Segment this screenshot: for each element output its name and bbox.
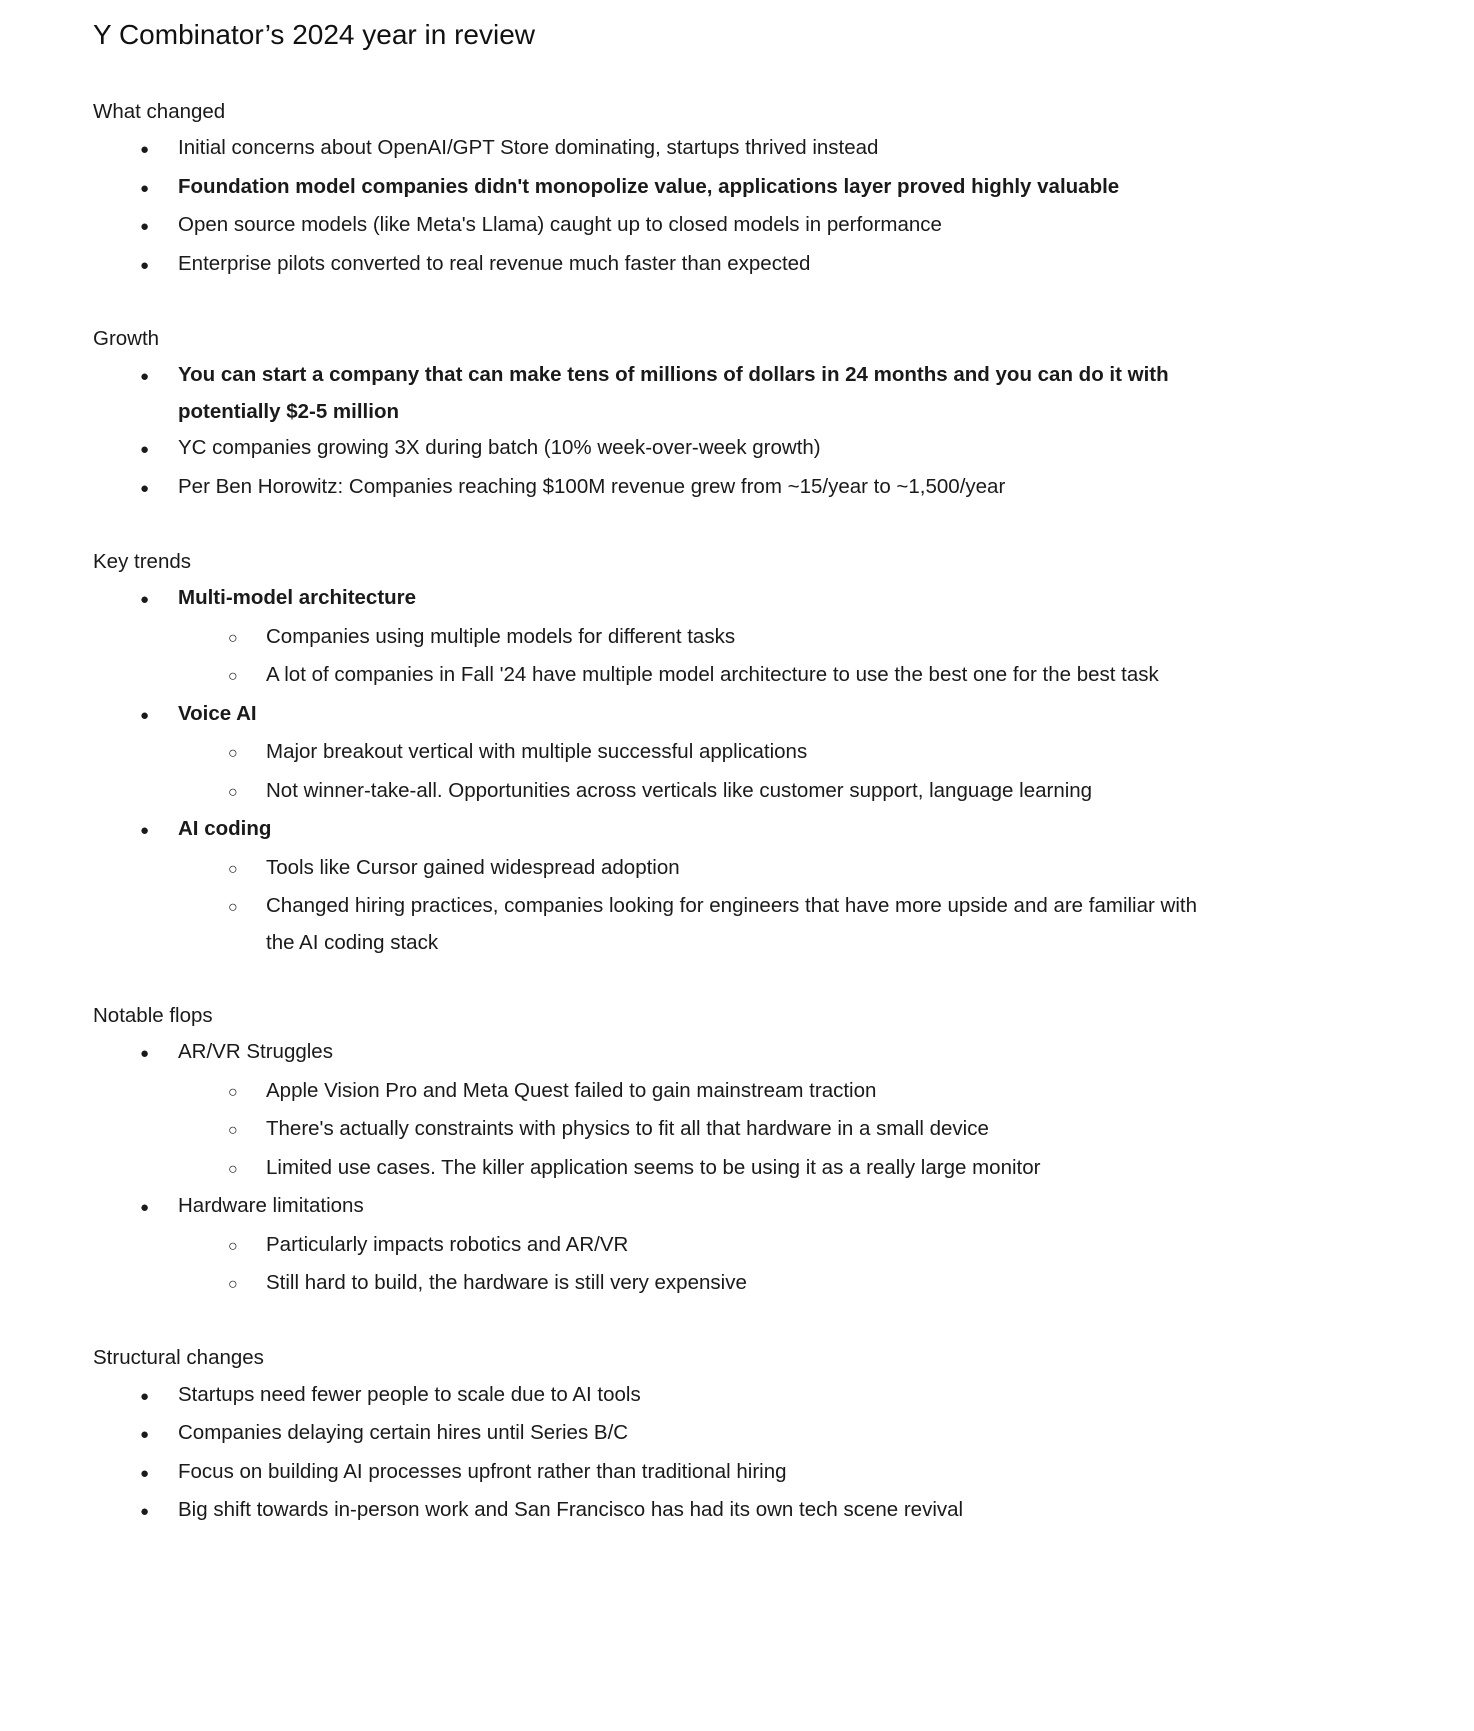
list-item-text: There's actually constraints with physics to fit all that hardware in a small device	[266, 1117, 989, 1140]
filled-bullet-icon: ●	[140, 1387, 150, 1405]
list-item-text: Not winner-take-all. Opportunities across verticals like customer support, language learning	[266, 778, 1093, 802]
list-item	[93, 734, 1216, 773]
page-title: Y Combinator’s 2024 year in review	[93, 19, 536, 50]
hollow-bullet-icon: ○	[228, 1083, 238, 1101]
list-item	[93, 1034, 1216, 1073]
filled-bullet-icon: ●	[140, 218, 150, 235]
list-item	[93, 246, 1216, 285]
list-item	[93, 430, 1216, 469]
filled-bullet-icon: ●	[140, 1045, 150, 1062]
section-heading: Structural changes	[93, 1346, 264, 1369]
list-item	[93, 657, 1216, 696]
list-item-text: Apple Vision Pro and Meta Quest failed to gain mainstream traction	[266, 1078, 877, 1102]
list-item-text: Enterprise pilots converted to real revenue much faster than expected	[178, 251, 811, 275]
list-item	[93, 1265, 1216, 1304]
list-item-text: Foundation model companies didn't monopolize value, applications layer proved highly valuable	[178, 174, 1120, 198]
section-heading: Key trends	[93, 549, 191, 573]
list-item	[93, 357, 1216, 430]
list-item-text: Particularly impacts robotics and AR/VR	[266, 1232, 629, 1256]
list-item	[93, 580, 1216, 619]
hollow-bullet-icon: ○	[228, 1276, 238, 1293]
filled-bullet-icon: ●	[140, 591, 150, 608]
list-item	[93, 1073, 1216, 1112]
list-item-text: Limited use cases. The killer application seems to be using it as a really large monitor	[266, 1155, 1041, 1179]
hollow-bullet-icon: ○	[228, 899, 238, 916]
list-item-text: Multi-model architecture	[178, 586, 417, 609]
filled-bullet-icon: ●	[140, 368, 150, 385]
list-item	[93, 773, 1216, 812]
list-item	[93, 130, 1216, 169]
list-item-text: Open source models (like Meta's Llama) caught up to closed models in performance	[178, 213, 942, 236]
list-item-text: Major breakout vertical with multiple successful applications	[266, 740, 808, 763]
hollow-bullet-icon: ○	[228, 1122, 238, 1139]
list-item	[93, 207, 1216, 246]
hollow-bullet-icon: ○	[228, 1160, 238, 1178]
list-item	[93, 1492, 1216, 1531]
hollow-bullet-icon: ○	[228, 1237, 238, 1255]
filled-bullet-icon: ●	[140, 441, 150, 458]
filled-bullet-icon: ●	[140, 1503, 150, 1520]
list-item	[93, 696, 1216, 735]
filled-bullet-icon: ●	[140, 1426, 150, 1443]
list-item	[93, 811, 1216, 850]
list-item	[93, 1454, 1216, 1493]
list-item	[93, 888, 1216, 961]
hollow-bullet-icon: ○	[228, 629, 238, 647]
filled-bullet-icon: ●	[140, 479, 150, 497]
blank-line	[93, 284, 1216, 321]
section-heading: Notable flops	[93, 1003, 213, 1027]
list-item-text: Startups need fewer people to scale due to AI tools	[178, 1382, 641, 1406]
list-item-text: You can start a company that can make tens of millions of dollars in 24 months and you can do it with potentially $2-5 million	[178, 363, 1169, 423]
list-item-text: A lot of companies in Fall '24 have multiple model architecture to use the best one for the best task	[266, 663, 1159, 686]
document-body	[93, 57, 1216, 1531]
list-item-text: Changed hiring practices, companies looking for engineers that have more upside and are familiar with the AI coding stack	[266, 894, 1197, 954]
list-item	[93, 619, 1216, 658]
list-item	[93, 469, 1216, 508]
blank-line	[93, 1304, 1216, 1341]
filled-bullet-icon: ●	[140, 179, 150, 197]
list-item	[93, 169, 1216, 208]
section-heading: What changed	[93, 99, 226, 123]
list-item	[93, 1111, 1216, 1150]
list-item-text: AR/VR Struggles	[178, 1040, 333, 1063]
list-item-text: Companies delaying certain hires until Series B/C	[178, 1421, 629, 1444]
list-item	[93, 1227, 1216, 1266]
filled-bullet-icon: ●	[140, 141, 150, 158]
hollow-bullet-icon: ○	[228, 745, 238, 762]
list-item-text: Companies using multiple models for different tasks	[266, 624, 736, 648]
list-item-text: Per Ben Horowitz: Companies reaching $100M revenue grew from ~15/year to ~1,500/year	[178, 474, 1006, 498]
blank-line	[93, 961, 1216, 998]
list-item	[93, 1415, 1216, 1454]
list-item	[93, 850, 1216, 889]
list-item	[93, 1377, 1216, 1416]
list-item-text: Hardware limitations	[178, 1194, 364, 1217]
blank-line	[93, 57, 1216, 94]
filled-bullet-icon: ●	[140, 256, 150, 274]
hollow-bullet-icon: ○	[228, 860, 238, 878]
filled-bullet-icon: ●	[140, 706, 150, 724]
list-item	[93, 1188, 1216, 1227]
list-item-text: Focus on building AI processes upfront rather than traditional hiring	[178, 1459, 787, 1483]
list-item-text: Still hard to build, the hardware is still very expensive	[266, 1271, 747, 1294]
hollow-bullet-icon: ○	[228, 783, 238, 801]
filled-bullet-icon: ●	[140, 1464, 150, 1482]
filled-bullet-icon: ●	[140, 1199, 150, 1216]
list-item-text: Voice AI	[178, 701, 257, 725]
list-item-text: Tools like Cursor gained widespread adoption	[266, 855, 680, 879]
list-item-text: Initial concerns about OpenAI/GPT Store dominating, startups thrived instead	[178, 136, 879, 159]
list-item-text: AI coding	[178, 817, 272, 840]
list-item-text: YC companies growing 3X during batch (10% week-over-week growth)	[178, 436, 821, 459]
hollow-bullet-icon: ○	[228, 668, 238, 685]
list-item-text: Big shift towards in-person work and San Francisco has had its own tech scene revival	[178, 1498, 964, 1521]
list-item	[93, 1150, 1216, 1189]
blank-line	[93, 507, 1216, 544]
filled-bullet-icon: ●	[140, 822, 150, 839]
section-heading: Growth	[93, 326, 160, 350]
